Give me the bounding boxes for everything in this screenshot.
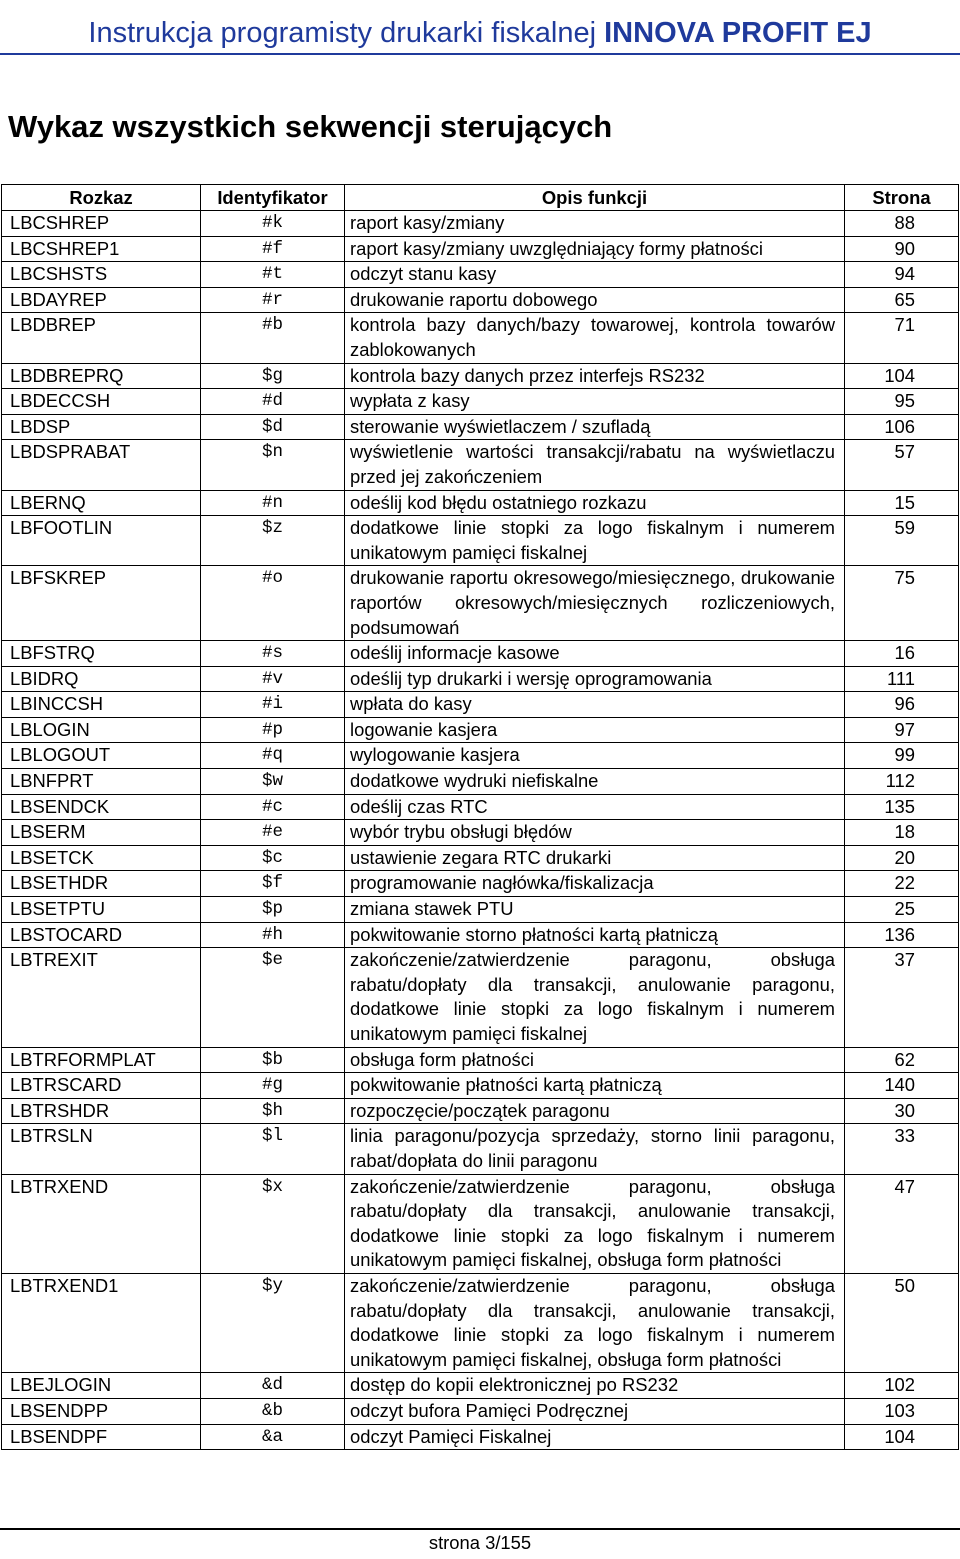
command-cell: LBINCCSH [2,692,201,718]
description-cell: odeślij informacje kasowe [345,641,845,667]
page-cell: 112 [845,769,959,795]
command-cell: LBDAYREP [2,287,201,313]
page-cell: 16 [845,641,959,667]
table-row [2,389,959,415]
identifier-cell: $p [201,897,345,923]
description-cell: dodatkowe wydruki niefiskalne [345,769,845,795]
command-cell: LBLOGIN [2,717,201,743]
page-cell: 22 [845,871,959,897]
command-cell: LBSENDPP [2,1398,201,1424]
identifier-cell: #c [201,794,345,820]
table-row [2,236,959,262]
command-cell: LBTRSCARD [2,1073,201,1099]
table-row [2,948,959,1047]
table-row [2,794,959,820]
description-cell: kontrola bazy danych/bazy towarowej, kontrola towarów zablokowanych [345,313,845,363]
header-title-plain: Instrukcja programisty drukarki fiskalnej [88,17,597,49]
table-row [2,313,959,363]
description-cell: obsługa form płatności [345,1047,845,1073]
identifier-cell: $b [201,1047,345,1073]
description-cell: zmiana stawek PTU [345,897,845,923]
table-row [2,845,959,871]
table-row [2,871,959,897]
header-title [0,16,960,50]
table-row [2,641,959,667]
page-cell: 106 [845,414,959,440]
command-cell: LBTREXIT [2,948,201,1047]
table-row [2,897,959,923]
description-cell: raport kasy/zmiany uwzględniający formy płatności [345,236,845,262]
command-cell: LBCSHSTS [2,262,201,288]
identifier-cell: $f [201,871,345,897]
description-cell: odczyt bufora Pamięci Podręcznej [345,1398,845,1424]
footer-rule [0,1528,960,1530]
identifier-cell: #n [201,490,345,516]
table-row [2,363,959,389]
description-cell: odczyt stanu kasy [345,262,845,288]
command-cell: LBSENDPF [2,1424,201,1450]
identifier-cell: &b [201,1398,345,1424]
identifier-cell: #d [201,389,345,415]
identifier-cell: #q [201,743,345,769]
description-cell: odeślij kod błędu ostatniego rozkazu [345,490,845,516]
identifier-cell: #i [201,692,345,718]
command-cell: LBERNQ [2,490,201,516]
description-cell: zakończenie/zatwierdzenie paragonu, obsługa rabatu/dopłaty dla transakcji, anulowanie transakcji, dodatkowe linie stopki za logo fiskalnym i numerem unikatowym pamięci fiskalnej, obsługa form płatności [345,1273,845,1372]
table-row [2,516,959,566]
description-cell: odeślij czas RTC [345,794,845,820]
page-cell: 15 [845,490,959,516]
page-cell: 94 [845,262,959,288]
page-cell: 18 [845,820,959,846]
identifier-cell: #o [201,566,345,641]
table-row [2,1424,959,1450]
description-cell: dostęp do kopii elektronicznej po RS232 [345,1373,845,1399]
identifier-cell: #f [201,236,345,262]
command-cell: LBTRXEND1 [2,1273,201,1372]
description-cell: dodatkowe linie stopki za logo fiskalnym i numerem unikatowym pamięci fiskalnej [345,516,845,566]
identifier-cell: #h [201,922,345,948]
command-cell: LBIDRQ [2,666,201,692]
table-row [2,922,959,948]
page-cell: 59 [845,516,959,566]
page-cell: 75 [845,566,959,641]
table-row [2,1398,959,1424]
description-cell: zakończenie/zatwierdzenie paragonu, obsługa rabatu/dopłaty dla transakcji, anulowanie transakcji, dodatkowe linie stopki za logo fiskalnym i numerem unikatowym pamięci fiskalnej, obsługa form płatności [345,1174,845,1273]
table-row [2,490,959,516]
description-cell: wyświetlenie wartości transakcji/rabatu na wyświetlaczu przed jej zakończeniem [345,440,845,490]
page-cell: 102 [845,1373,959,1399]
column-header-command: Rozkaz [2,185,201,211]
command-cell: LBDECCSH [2,389,201,415]
description-cell: pokwitowanie storno płatności kartą płatniczą [345,922,845,948]
page-cell: 111 [845,666,959,692]
page-cell: 57 [845,440,959,490]
header-rule [0,53,960,55]
identifier-cell: $d [201,414,345,440]
page-cell: 140 [845,1073,959,1099]
page-cell: 62 [845,1047,959,1073]
identifier-cell: #b [201,313,345,363]
description-cell: wpłata do kasy [345,692,845,718]
identifier-cell: #k [201,211,345,237]
identifier-cell: $g [201,363,345,389]
identifier-cell: $e [201,948,345,1047]
identifier-cell: #r [201,287,345,313]
command-cell: LBSENDCK [2,794,201,820]
command-cell: LBFSTRQ [2,641,201,667]
table-row [2,769,959,795]
page-cell: 50 [845,1273,959,1372]
page-cell: 20 [845,845,959,871]
command-cell: LBTRSLN [2,1124,201,1174]
description-cell: odczyt Pamięci Fiskalnej [345,1424,845,1450]
page-cell: 30 [845,1098,959,1124]
identifier-cell: $z [201,516,345,566]
command-cell: LBTRXEND [2,1174,201,1273]
identifier-cell: $l [201,1124,345,1174]
page-cell: 96 [845,692,959,718]
table-row [2,262,959,288]
page-cell: 97 [845,717,959,743]
table-row [2,211,959,237]
page-cell: 135 [845,794,959,820]
page-cell: 37 [845,948,959,1047]
table-row [2,1047,959,1073]
table-row [2,1124,959,1174]
page-cell: 103 [845,1398,959,1424]
command-cell: LBSETCK [2,845,201,871]
page-cell: 71 [845,313,959,363]
table-row [2,692,959,718]
table-row [2,566,959,641]
description-cell: linia paragonu/pozycja sprzedaży, storno linii paragonu, rabat/dopłata do linii paragonu [345,1124,845,1174]
table-row [2,743,959,769]
page-cell: 33 [845,1124,959,1174]
table-row [2,1373,959,1399]
page-cell: 25 [845,897,959,923]
command-cell: LBSTOCARD [2,922,201,948]
table-row [2,717,959,743]
description-cell: logowanie kasjera [345,717,845,743]
section-heading: Wykaz wszystkich sekwencji sterujących [8,109,613,144]
table-row [2,414,959,440]
table-row [2,1098,959,1124]
table-body [2,211,959,1450]
identifier-cell: &d [201,1373,345,1399]
page-cell: 104 [845,363,959,389]
command-cell: LBDSPRABAT [2,440,201,490]
table-header-row [2,185,959,211]
identifier-cell: #g [201,1073,345,1099]
table-row [2,820,959,846]
command-cell: LBSERM [2,820,201,846]
description-cell: wypłata z kasy [345,389,845,415]
page-cell: 95 [845,389,959,415]
command-cell: LBTRFORMPLAT [2,1047,201,1073]
identifier-cell: $n [201,440,345,490]
page-cell: 88 [845,211,959,237]
identifier-cell: #s [201,641,345,667]
identifier-cell: #v [201,666,345,692]
command-cell: LBLOGOUT [2,743,201,769]
description-cell: odeślij typ drukarki i wersję oprogramowania [345,666,845,692]
column-header-description: Opis funkcji [345,185,845,211]
command-cell: LBDSP [2,414,201,440]
page-cell: 65 [845,287,959,313]
command-cell: LBDBREP [2,313,201,363]
command-cell: LBSETPTU [2,897,201,923]
column-header-identifier: Identyfikator [201,185,345,211]
command-cell: LBEJLOGIN [2,1373,201,1399]
command-cell: LBCSHREP [2,211,201,237]
description-cell: pokwitowanie płatności kartą płatniczą [345,1073,845,1099]
page-number: strona 3/155 [428,1532,532,1553]
description-cell: kontrola bazy danych przez interfejs RS232 [345,363,845,389]
identifier-cell: &a [201,1424,345,1450]
identifier-cell: $x [201,1174,345,1273]
table-row [2,287,959,313]
identifier-cell: $h [201,1098,345,1124]
identifier-cell: $w [201,769,345,795]
command-cell: LBCSHREP1 [2,236,201,262]
identifier-cell: $y [201,1273,345,1372]
command-cell: LBDBREPRQ [2,363,201,389]
table-row [2,1174,959,1273]
identifier-cell: #p [201,717,345,743]
identifier-cell: #e [201,820,345,846]
header-title-bold: INNOVA PROFIT EJ [604,17,872,49]
description-cell: drukowanie raportu dobowego [345,287,845,313]
table-row [2,440,959,490]
command-cell: LBFSKREP [2,566,201,641]
page-cell: 90 [845,236,959,262]
document-header [0,0,960,56]
command-cell: LBFOOTLIN [2,516,201,566]
description-cell: rozpoczęcie/początek paragonu [345,1098,845,1124]
description-cell: sterowanie wyświetlaczem / szufladą [345,414,845,440]
description-cell: raport kasy/zmiany [345,211,845,237]
description-cell: drukowanie raportu okresowego/miesięcznego, drukowanie raportów okresowych/miesięcznych rozliczeniowych, podsumowań [345,566,845,641]
description-cell: wybór trybu obsługi błędów [345,820,845,846]
page-cell: 47 [845,1174,959,1273]
page-cell: 104 [845,1424,959,1450]
description-cell: wylogowanie kasjera [345,743,845,769]
page-cell: 136 [845,922,959,948]
command-cell: LBSETHDR [2,871,201,897]
column-header-page: Strona [845,185,959,211]
description-cell: programowanie nagłówka/fiskalizacja [345,871,845,897]
table-row [2,1273,959,1372]
identifier-cell: $c [201,845,345,871]
command-cell: LBTRSHDR [2,1098,201,1124]
identifier-cell: #t [201,262,345,288]
page-cell: 99 [845,743,959,769]
sequence-table [1,184,959,1450]
command-cell: LBNFPRT [2,769,201,795]
table-row [2,666,959,692]
description-cell: zakończenie/zatwierdzenie paragonu, obsługa rabatu/dopłaty dla transakcji, anulowanie paragonu, dodatkowe linie stopki za logo fiskalnym i numerem unikatowym pamięci fiskalnej [345,948,845,1047]
description-cell: ustawienie zegara RTC drukarki [345,845,845,871]
table-row [2,1073,959,1099]
